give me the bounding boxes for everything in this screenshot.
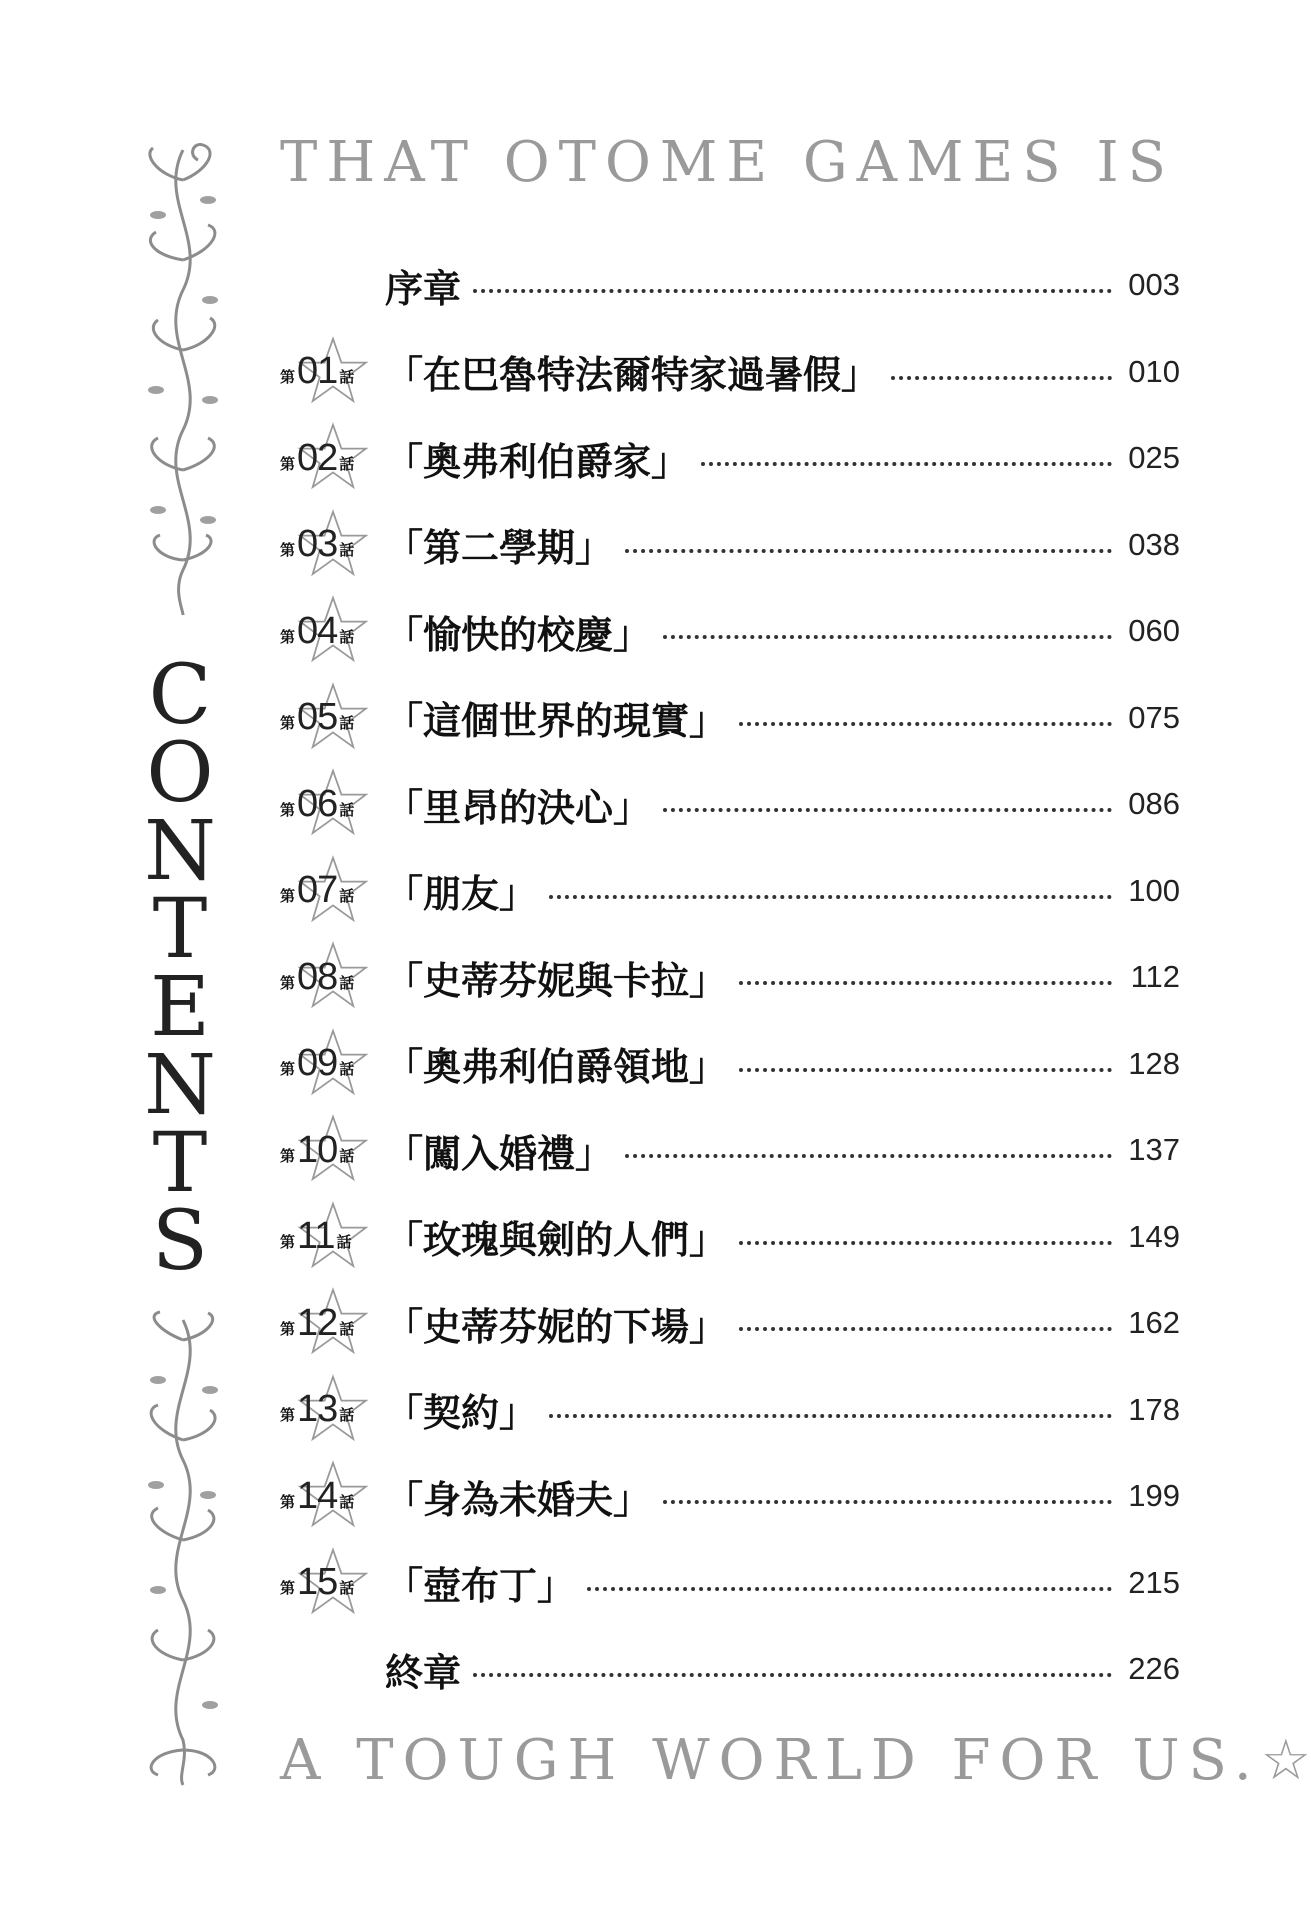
chapter-number: 09 xyxy=(297,1042,338,1084)
toc-entry[interactable] xyxy=(280,342,1180,402)
toc-entry[interactable] xyxy=(280,1639,1180,1699)
page-number: 075 xyxy=(1128,699,1180,735)
chapter-number: 02 xyxy=(297,436,338,479)
chapter-number: 11 xyxy=(297,1215,335,1257)
toc-entry[interactable] xyxy=(280,1293,1180,1353)
chapter-prefix: 第 xyxy=(280,627,296,646)
chapter-label xyxy=(280,947,385,1007)
chapter-title: 「壺布丁」 xyxy=(385,1564,576,1608)
chapter-suffix: 話 xyxy=(339,368,355,386)
chapter-prefix: 第 xyxy=(280,1146,296,1165)
toc-entry[interactable] xyxy=(280,688,1180,748)
page-number: 100 xyxy=(1128,872,1180,908)
chapter-number: 05 xyxy=(297,696,338,738)
chapter-prefix: 第 xyxy=(280,887,296,905)
chapter-suffix: 話 xyxy=(339,1060,355,1078)
contents-letter: N xyxy=(144,804,216,899)
dot-leader xyxy=(549,895,1112,899)
toc-entry[interactable] xyxy=(280,947,1180,1007)
chapter-prefix: 第 xyxy=(280,1406,296,1424)
page-number: 025 xyxy=(1128,440,1180,475)
chapter-number: 06 xyxy=(297,782,338,825)
contents-letter: T xyxy=(152,882,208,977)
series-title-bottom xyxy=(280,1728,1311,1793)
chapter-number: 12 xyxy=(297,1301,338,1344)
chapter-suffix: 話 xyxy=(339,714,355,732)
chapter-title: 「史蒂芬妮與卡拉」 xyxy=(385,958,728,1003)
chapter-title: 「在巴魯特法爾特家過暑假」 xyxy=(385,353,880,397)
toc-entry[interactable] xyxy=(280,1466,1180,1526)
page-number: 128 xyxy=(1128,1045,1180,1081)
chapter-suffix: 話 xyxy=(339,1146,355,1165)
chapter-suffix: 話 xyxy=(336,1233,352,1251)
chapter-title: 「奧弗利伯爵家」 xyxy=(385,439,690,484)
chapter-suffix: 話 xyxy=(339,887,355,905)
dot-leader xyxy=(739,1241,1112,1245)
dot-leader xyxy=(625,549,1112,553)
dot-leader xyxy=(663,635,1112,639)
chapter-title: 「奧弗利伯爵領地」 xyxy=(385,1045,728,1089)
chapter-title: 終章 xyxy=(385,1650,462,1695)
page-number: 010 xyxy=(1128,353,1180,389)
chapter-suffix: 話 xyxy=(339,454,355,473)
contents-letter: O xyxy=(146,726,214,821)
chapter-suffix: 話 xyxy=(339,1406,355,1424)
chapter-title: 「身為未婚夫」 xyxy=(385,1477,652,1522)
page-number: 112 xyxy=(1130,959,1180,994)
chapter-label xyxy=(280,515,385,575)
contents-letter: C xyxy=(148,648,212,743)
chapter-number: 14 xyxy=(297,1474,338,1517)
chapter-label xyxy=(280,1034,385,1094)
chapter-label xyxy=(280,342,385,402)
page-number: 199 xyxy=(1128,1478,1180,1513)
page-number: 178 xyxy=(1128,1391,1180,1427)
chapter-suffix: 話 xyxy=(339,1319,355,1338)
dot-leader xyxy=(739,1068,1112,1072)
dot-leader xyxy=(549,1414,1112,1418)
contents-vertical-heading xyxy=(140,648,220,1289)
dot-leader xyxy=(625,1154,1112,1158)
dot-leader xyxy=(663,808,1112,812)
toc-entry[interactable] xyxy=(280,1034,1180,1094)
dot-leader xyxy=(739,722,1112,726)
chapter-number: 08 xyxy=(297,955,338,998)
chapter-number: 07 xyxy=(297,869,338,911)
toc-entry[interactable] xyxy=(280,1120,1180,1180)
toc-entry[interactable] xyxy=(280,515,1180,575)
chapter-label xyxy=(280,1380,385,1440)
chapter-title: 序章 xyxy=(385,266,462,311)
contents-letter: N xyxy=(144,1038,216,1133)
chapter-label xyxy=(280,1293,385,1353)
page-number: 137 xyxy=(1128,1132,1180,1167)
chapter-title: 「史蒂芬妮的下場」 xyxy=(385,1304,728,1349)
page-number: 149 xyxy=(1128,1218,1180,1254)
chapter-suffix: 話 xyxy=(339,973,355,992)
chapter-title: 「第二學期」 xyxy=(385,526,614,570)
dot-leader xyxy=(473,1673,1112,1677)
page-number: 162 xyxy=(1128,1305,1180,1340)
toc-entry[interactable] xyxy=(280,861,1180,921)
dot-leader xyxy=(473,289,1112,293)
toc-entry[interactable] xyxy=(280,1207,1180,1267)
chapter-suffix: 話 xyxy=(339,541,355,559)
page-number: 226 xyxy=(1128,1651,1180,1686)
series-title-bottom-text: A TOUGH WORLD FOR US. xyxy=(280,1728,1261,1793)
chapter-prefix: 第 xyxy=(280,714,296,732)
page-number: 086 xyxy=(1128,786,1180,821)
chapter-suffix: 話 xyxy=(339,627,355,646)
dot-leader xyxy=(739,1327,1112,1331)
dot-leader xyxy=(663,1500,1112,1504)
page-number: 060 xyxy=(1128,613,1180,648)
page-number: 038 xyxy=(1128,526,1180,562)
vine-ornament-icon xyxy=(138,140,228,620)
dot-leader xyxy=(587,1587,1112,1591)
page-number: 215 xyxy=(1128,1564,1180,1600)
chapter-prefix: 第 xyxy=(280,368,296,386)
chapter-label xyxy=(280,1466,385,1526)
chapter-title: 「朋友」 xyxy=(385,872,538,916)
chapter-title: 「契約」 xyxy=(385,1391,538,1435)
chapter-prefix: 第 xyxy=(280,1319,296,1338)
chapter-prefix: 第 xyxy=(280,973,296,992)
chapter-prefix: 第 xyxy=(280,1579,296,1597)
toc-entry[interactable] xyxy=(280,601,1180,661)
chapter-label xyxy=(280,601,385,661)
chapter-number: 10 xyxy=(297,1128,338,1171)
chapter-number: 15 xyxy=(297,1561,338,1603)
chapter-number: 01 xyxy=(297,350,338,392)
toc-entry[interactable] xyxy=(280,428,1180,488)
page-number: 003 xyxy=(1128,267,1180,302)
chapter-label xyxy=(280,428,385,488)
toc-entry[interactable] xyxy=(280,255,1180,315)
dot-leader xyxy=(701,462,1112,466)
chapter-suffix: 話 xyxy=(339,1579,355,1597)
chapter-prefix: 第 xyxy=(280,541,296,559)
dot-leader xyxy=(891,376,1112,380)
chapter-prefix: 第 xyxy=(280,800,296,819)
series-title-top: THAT OTOME GAMES IS xyxy=(280,130,1175,195)
chapter-label xyxy=(280,688,385,748)
chapter-number: 03 xyxy=(297,523,338,565)
chapter-suffix: 話 xyxy=(339,1492,355,1511)
chapter-prefix: 第 xyxy=(280,1060,296,1078)
chapter-label xyxy=(280,1553,385,1613)
dot-leader xyxy=(739,981,1112,985)
chapter-title: 「里昂的決心」 xyxy=(385,785,652,830)
chapter-label xyxy=(280,861,385,921)
toc-entry[interactable] xyxy=(280,774,1180,834)
star-icon: ☆ xyxy=(1260,1728,1311,1793)
contents-letter: E xyxy=(150,960,210,1055)
toc-entry[interactable] xyxy=(280,1553,1180,1613)
chapter-prefix: 第 xyxy=(280,1233,296,1251)
chapter-label xyxy=(280,774,385,834)
toc-entry[interactable] xyxy=(280,1380,1180,1440)
contents-letter: S xyxy=(151,1194,209,1289)
chapter-number: 13 xyxy=(297,1388,338,1430)
chapter-title: 「闖入婚禮」 xyxy=(385,1131,614,1176)
chapter-title: 「玫瑰與劍的人們」 xyxy=(385,1218,728,1262)
chapter-prefix: 第 xyxy=(280,1492,296,1511)
contents-letter: T xyxy=(152,1116,208,1211)
chapter-suffix: 話 xyxy=(339,800,355,819)
chapter-label xyxy=(280,1120,385,1180)
chapter-prefix: 第 xyxy=(280,454,296,473)
chapter-title: 「這個世界的現實」 xyxy=(385,699,728,743)
chapter-label xyxy=(280,1207,385,1267)
chapter-number: 04 xyxy=(297,609,338,652)
chapter-title: 「愉快的校慶」 xyxy=(385,612,652,657)
vine-ornament-icon xyxy=(138,1310,228,1790)
